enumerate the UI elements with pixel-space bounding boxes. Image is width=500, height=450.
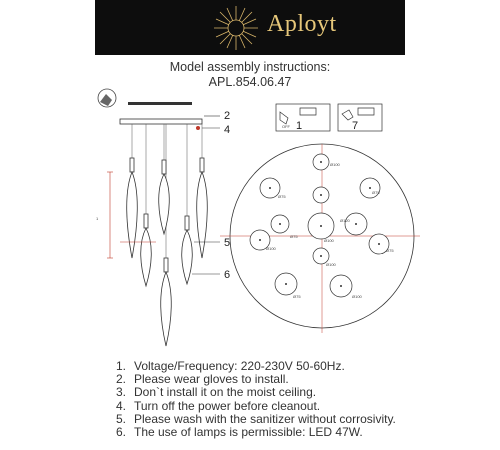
callout-2: 2 xyxy=(224,110,231,122)
svg-text:Ø75: Ø75 xyxy=(372,190,380,195)
page-title: Model assembly instructions: xyxy=(169,60,331,74)
svg-text:Ø100: Ø100 xyxy=(266,246,276,251)
svg-text:Ø75: Ø75 xyxy=(278,194,286,199)
svg-text:1: 1 xyxy=(296,120,303,132)
sunburst-logo-icon xyxy=(211,5,261,51)
list-item: 1. Voltage/Frequency: 220-230V 50-60Hz. xyxy=(116,359,345,373)
canopy-plate xyxy=(120,119,202,124)
svg-text:Ø75: Ø75 xyxy=(290,234,298,239)
svg-text:Ø100: Ø100 xyxy=(352,294,362,299)
svg-text:Ø100: Ø100 xyxy=(324,238,334,243)
callout-4: 4 xyxy=(224,124,231,136)
step-box-7 xyxy=(338,104,382,132)
svg-text:Ø120: Ø120 xyxy=(340,218,350,223)
brand-banner xyxy=(95,0,405,55)
callout-5: 5 xyxy=(224,237,231,249)
svg-text:Ø75: Ø75 xyxy=(386,248,394,253)
list-item: 5. Please wash with the sanitizer without corrosivity. xyxy=(116,411,396,426)
canopy-top xyxy=(128,102,192,105)
instruction-list xyxy=(116,360,396,439)
svg-text:Ø100: Ø100 xyxy=(326,262,336,267)
svg-text:1: 1 xyxy=(96,216,99,221)
hand-screwdriver-icon xyxy=(98,89,116,107)
list-item: 4. Turn off the power before cleanout. xyxy=(116,398,321,413)
svg-text:7: 7 xyxy=(352,120,359,132)
brand-name: Aployt xyxy=(267,11,337,37)
callout-6: 6 xyxy=(224,269,231,281)
list-item: 2. Please wear gloves to install. xyxy=(116,372,289,387)
svg-text:Ø100: Ø100 xyxy=(330,162,340,167)
model-number: APL.854.06.47 xyxy=(208,75,292,89)
list-item: 3. Don`t install it on the moist ceiling. xyxy=(116,385,317,400)
list-item: 6. The use of lamps is permissible: LED 47W. xyxy=(116,425,363,440)
mounting-plate-top-view xyxy=(220,144,420,333)
svg-text:Ø75: Ø75 xyxy=(293,294,301,299)
step-box-1 xyxy=(276,104,330,132)
assembly-diagram xyxy=(90,88,420,356)
svg-text:OFF: OFF xyxy=(282,124,290,129)
